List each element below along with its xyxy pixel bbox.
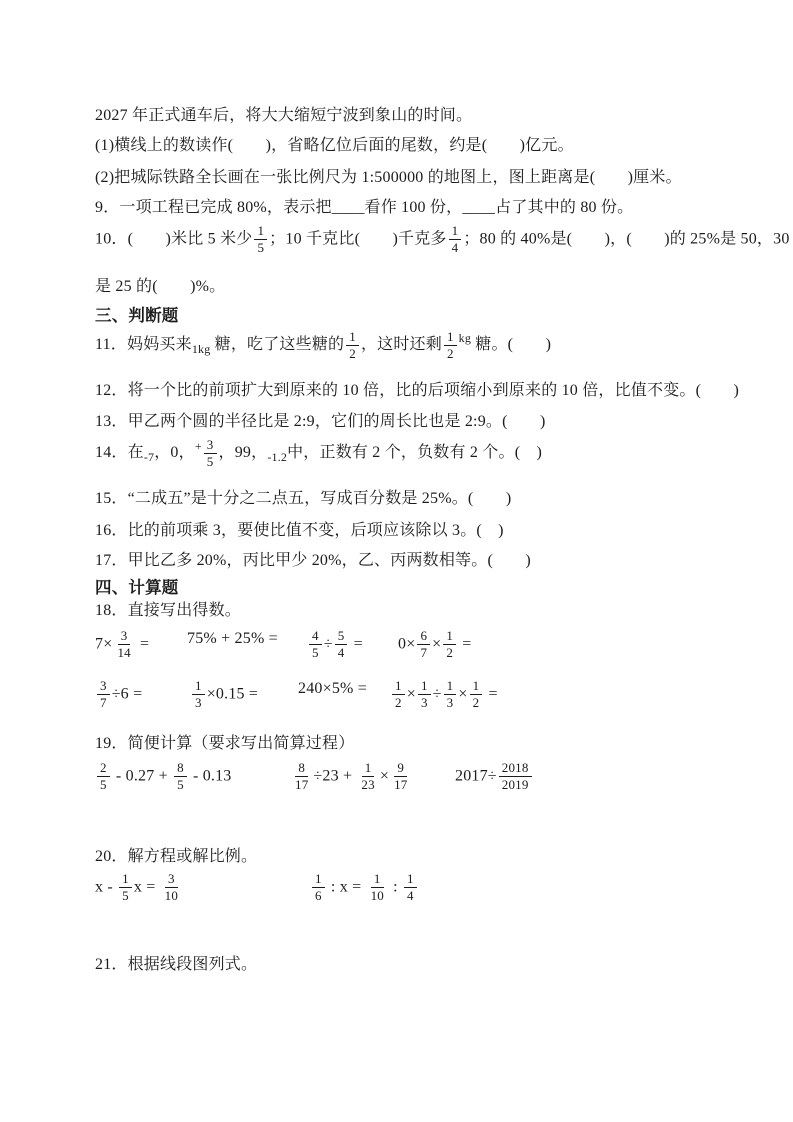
question-8-part1: (1)横线上的数读作( )，省略亿位后面的尾数，约是( )亿元。 [95,137,574,154]
fraction: $\frac{1}{6}$ [312,872,325,904]
fraction: $\frac{1}{23}$ [361,760,375,793]
question-15: 15．“二成五”是十分之二点五，写成百分数是 25%。( ) [95,490,512,507]
q18-expr-1: 7× $\frac{3}{14}$ = [95,628,150,661]
q20-expr-1: x - $\frac{1}{5}$ x = $\frac{3}{10}$ [95,872,183,904]
question-19-label: 19．简便计算（要求写出简算过程） [95,735,355,752]
fraction: $\frac{8}{5}$ [174,761,187,793]
fraction: $\frac{2}{5}$ [97,761,110,793]
question-11: 11．妈妈买来$_{1kg}$ 糖，吃了这些糖的 $\frac{1}{2}$ ，这时还剩 $\frac{1}{2}$ $^{kg}$ 糖。( ) [95,328,552,361]
question-8-part2: (2)把城际铁路全长画在一张比例尺为 1:500000 的地图上，图上距离是( )厘米。 [95,169,682,186]
question-17: 17．甲比乙多 20%，丙比甲少 20%，乙、丙两数相等。( ) [95,552,531,569]
question-9: 9．一项工程已完成 80%，表示把____看作 100 份，____占了其中的 80 份。 [95,199,634,216]
fraction: $\frac{1}{2}$ [392,679,405,711]
fraction: $\frac{4}{5}$ [309,629,322,661]
q18-expr-2: 75% + 25% = [187,630,278,647]
q18-expr-5: $\frac{3}{7}$ ÷6 = [95,679,142,711]
section-calc-title: 四、计算题 [95,579,179,597]
fraction: $\frac{1}{2}$ [346,330,359,362]
fraction: $\frac{9}{17}$ [394,760,408,793]
fraction: $\frac{5}{4}$ [335,629,348,661]
q19-expr-3: 2017÷ $\frac{2018}{2019}$ [455,761,534,793]
fraction: $\frac{1}{2}$ [443,629,456,661]
question-10-line2: 是 25 的( )%。 [95,278,226,295]
fraction: $\frac{2018}{2019}$ [499,761,532,793]
fraction: $\frac{3}{14}$ [117,628,131,661]
question-20-label: 20．解方程或解比例。 [95,848,258,865]
fraction: $\frac{1}{2}$ [444,330,457,362]
fraction: $\frac{3}{7}$ [97,679,110,711]
fraction: $\frac{1}{3}$ [192,679,205,711]
q18-expr-3: $\frac{4}{5}$ ÷ $\frac{5}{4}$ = [307,629,363,661]
question-12: 12．将一个比的前项扩大到原来的 10 倍，比的后项缩小到原来的 10 倍，比值不变。( ) [95,382,740,399]
question-21-label: 21．根据线段图列式。 [95,956,258,973]
fraction: $\frac{1}{4}$ [404,872,417,904]
fraction: $\frac{1}{5}$ [254,224,267,256]
q18-expr-6: $\frac{1}{3}$ ×0.15 = [190,679,258,711]
question-18-label: 18．直接写出得数。 [95,602,242,619]
section-judge-title: 三、判断题 [95,307,179,325]
fraction: $\frac{3}{10}$ [164,871,179,904]
q19-expr-1: $\frac{2}{5}$ - 0.27 + $\frac{8}{5}$ - 0.13 [95,761,232,793]
fraction: $\frac{1}{5}$ [119,872,132,904]
intro-text: 2027 年正式通车后，将大大缩短宁波到象山的时间。 [95,107,473,124]
q19-expr-2: $\frac{8}{17}$ ÷23 + $\frac{1}{23}$ × $\frac{9}{17}$ [290,761,412,793]
fraction: $\frac{8}{17}$ [295,760,309,793]
fraction: $\frac{1}{10}$ [370,871,384,904]
question-13: 13．甲乙两个圆的半径比是 2:9，它们的周长比也是 2:9。( ) [95,413,546,430]
fraction: $\frac{1}{3}$ [444,679,457,711]
fraction: $\frac{1}{3}$ [418,679,431,711]
question-14: 14．在$_{-7}$，0，+ $\frac{3}{5}$ ，99，$_{-1.2}$中，正数有 2 个，负数有 2 个。( ) [95,436,542,469]
fraction: $\frac{1}{4}$ [449,224,462,256]
q18-expr-7: 240×5% = [298,680,367,697]
fraction: $\frac{6}{7}$ [417,629,430,661]
q18-expr-8: $\frac{1}{2}$ × $\frac{1}{3}$ ÷ $\frac{1}{3}$ × $\frac{1}{2}$ = [390,679,498,711]
question-10-line1: 10．( )米比 5 米少 $\frac{1}{5}$ ；10 千克比( )千克多 $\frac{1}{4}$ ；80 的 40%是( )，( )的 25%是 50，30 [95,223,790,256]
fraction: $\frac{3}{5}$ [204,438,217,470]
q18-expr-4: 0× $\frac{6}{7}$ × $\frac{1}{2}$ = [398,628,472,661]
q20-expr-2: $\frac{1}{6}$ : x = $\frac{1}{10}$ : $\frac{1}{4}$ [310,872,419,904]
question-16: 16．比的前项乘 3，要使比值不变，后项应该除以 3。( ) [95,522,504,539]
fraction: $\frac{1}{2}$ [470,679,483,711]
